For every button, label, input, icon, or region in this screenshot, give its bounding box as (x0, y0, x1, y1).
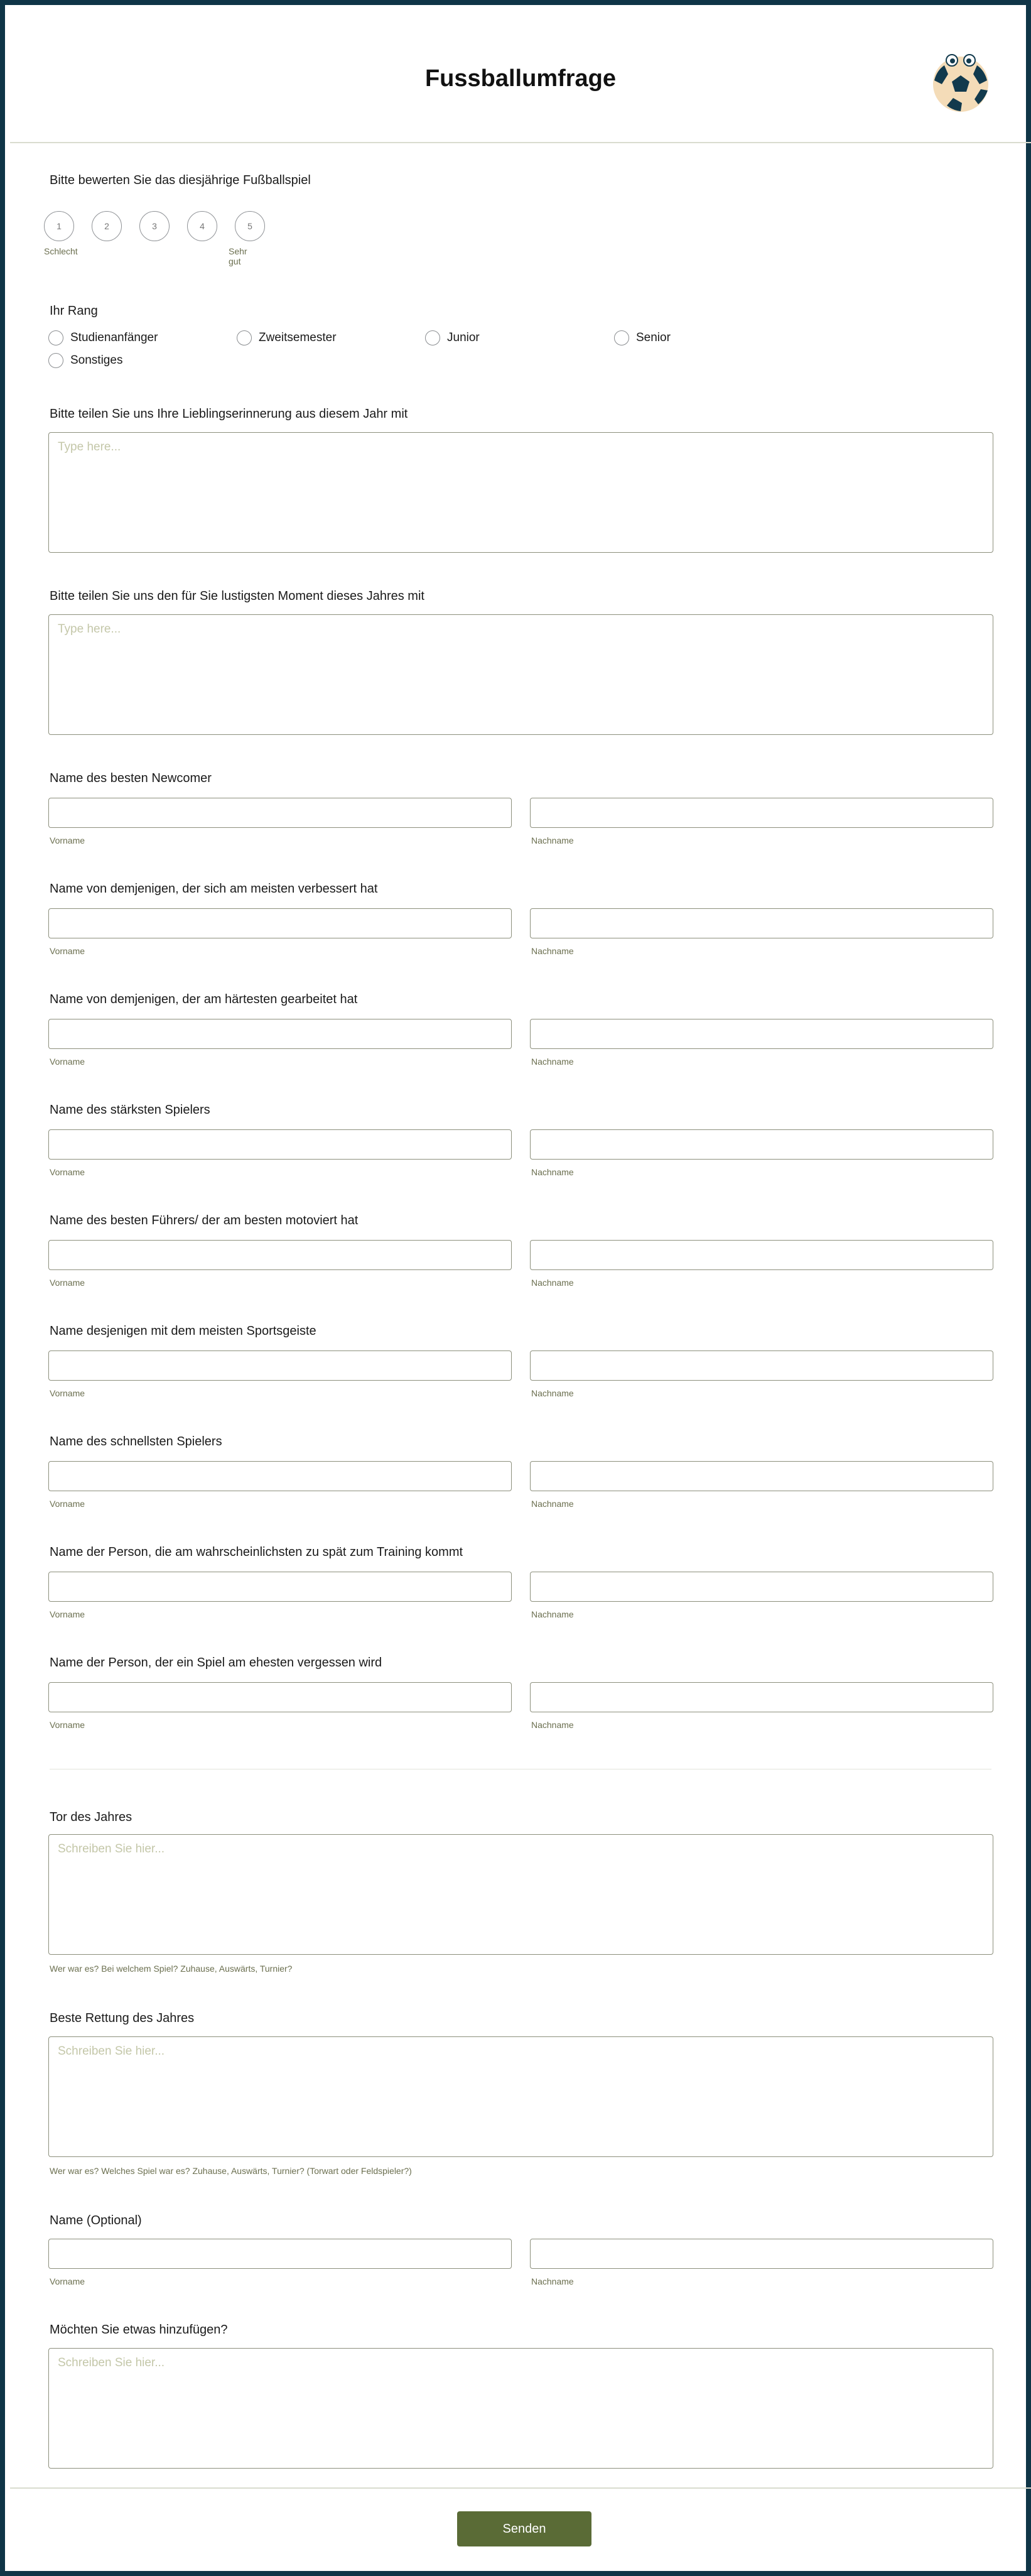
radio-circle[interactable] (48, 353, 63, 368)
rank-option-label: Studienanfänger (70, 331, 158, 344)
fastest-player-question-label: Name des schnellsten Spielers (50, 1435, 222, 1448)
fastest-player-last-name-input[interactable] (530, 1461, 993, 1491)
radio-circle[interactable] (48, 330, 63, 345)
last-name-caption: Nachname (531, 1388, 574, 1398)
memory-textarea[interactable] (48, 432, 993, 553)
rank-option-label: Junior (447, 331, 480, 344)
rank-option-zweitsemester[interactable] (237, 330, 337, 345)
last-name-caption: Nachname (531, 1609, 574, 1619)
most-improved-question-label: Name von demjenigen, der sich am meisten verbessert hat (50, 882, 378, 896)
hardest-worker-last-name-input[interactable] (530, 1019, 993, 1049)
best-leader-last-name-input[interactable] (530, 1240, 993, 1270)
rank-option-label: Zweitsemester (259, 331, 337, 344)
last-name-caption: Nachname (531, 946, 574, 956)
hardest-worker-first-name-input[interactable] (48, 1019, 512, 1049)
forgets-game-first-name-input[interactable] (48, 1682, 512, 1712)
goal-hint: Wer war es? Bei welchem Spiel? Zuhause, Auswärts, Turnier? (50, 1964, 293, 1974)
rating-option-3[interactable]: 3 (139, 211, 170, 241)
newcomer-question-label: Name des besten Newcomer (50, 771, 212, 785)
rating-question-label: Bitte bewerten Sie das diesjährige Fußballspiel (50, 173, 311, 187)
radio-circle[interactable] (425, 330, 440, 345)
optional-name-question-label: Name (Optional) (50, 2214, 142, 2227)
rating-option-5[interactable]: 5 (235, 211, 265, 241)
late-to-training-last-name-input[interactable] (530, 1572, 993, 1602)
extra-question-label: Möchten Sie etwas hinzufügen? (50, 2323, 228, 2337)
newcomer-last-name-input[interactable] (530, 798, 993, 828)
forgets-game-last-name-input[interactable] (530, 1682, 993, 1712)
rank-option-junior[interactable] (425, 330, 480, 345)
most-improved-first-name-input[interactable] (48, 908, 512, 938)
sportsmanship-first-name-input[interactable] (48, 1350, 512, 1381)
late-to-training-first-name-input[interactable] (48, 1572, 512, 1602)
optional-last-name-input[interactable] (530, 2239, 993, 2269)
footer-divider (10, 2487, 1031, 2489)
first-name-caption: Vorname (50, 1057, 85, 1067)
first-name-caption: Vorname (50, 1278, 85, 1288)
submit-button[interactable]: Senden (457, 2511, 591, 2546)
rating-low-caption: Schlecht (44, 246, 78, 256)
first-name-caption: Vorname (50, 1499, 85, 1509)
strongest-player-question-label: Name des stärksten Spielers (50, 1103, 210, 1117)
rating-high-caption: Sehr gut (229, 246, 247, 266)
save-textarea[interactable] (48, 2036, 993, 2157)
best-leader-question-label: Name des besten Führers/ der am besten motoviert hat (50, 1214, 359, 1227)
funny-textarea[interactable] (48, 614, 993, 735)
first-name-caption: Vorname (50, 1720, 85, 1730)
rank-option-sonstiges[interactable] (48, 353, 122, 368)
rating-option-1[interactable]: 1 (44, 211, 74, 241)
form-header (10, 10, 1031, 143)
rank-option-studienanfaenger[interactable] (48, 330, 158, 345)
last-name-caption: Nachname (531, 2276, 574, 2286)
rank-option-senior[interactable] (614, 330, 671, 345)
form-title: Fussballumfrage (424, 65, 617, 92)
last-name-caption: Nachname (531, 1278, 574, 1288)
strongest-player-first-name-input[interactable] (48, 1129, 512, 1160)
fastest-player-first-name-input[interactable] (48, 1461, 512, 1491)
soccer-ball-mascot-icon (923, 45, 998, 121)
optional-first-name-input[interactable] (48, 2239, 512, 2269)
first-name-caption: Vorname (50, 835, 85, 845)
rank-option-label: Sonstiges (70, 354, 123, 367)
sportsmanship-last-name-input[interactable] (530, 1350, 993, 1381)
radio-circle[interactable] (614, 330, 629, 345)
save-hint: Wer war es? Welches Spiel war es? Zuhause, Auswärts, Turnier? (Torwart oder Feldspieler?) (50, 2166, 412, 2176)
first-name-caption: Vorname (50, 1388, 85, 1398)
last-name-caption: Nachname (531, 1057, 574, 1067)
forgets-game-question-label: Name der Person, der ein Spiel am ehesten vergessen wird (50, 1656, 382, 1670)
most-improved-last-name-input[interactable] (530, 908, 993, 938)
first-name-caption: Vorname (50, 1167, 85, 1177)
late-to-training-question-label: Name der Person, die am wahrscheinlichsten zu spät zum Training kommt (50, 1545, 463, 1559)
last-name-caption: Nachname (531, 1720, 574, 1730)
first-name-caption: Vorname (50, 2276, 85, 2286)
last-name-caption: Nachname (531, 835, 574, 845)
radio-circle[interactable] (237, 330, 252, 345)
save-question-label: Beste Rettung des Jahres (50, 2011, 195, 2025)
rating-option-4[interactable]: 4 (187, 211, 217, 241)
last-name-caption: Nachname (531, 1499, 574, 1509)
sportsmanship-question-label: Name desjenigen mit dem meisten Sportsgeiste (50, 1324, 316, 1338)
first-name-caption: Vorname (50, 1609, 85, 1619)
best-leader-first-name-input[interactable] (48, 1240, 512, 1270)
hardest-worker-question-label: Name von demjenigen, der am härtesten gearbeitet hat (50, 992, 358, 1006)
first-name-caption: Vorname (50, 946, 85, 956)
memory-question-label: Bitte teilen Sie uns Ihre Lieblingserinnerung aus diesem Jahr mit (50, 407, 408, 421)
funny-question-label: Bitte teilen Sie uns den für Sie lustigsten Moment dieses Jahres mit (50, 589, 424, 603)
rank-option-label: Senior (636, 331, 671, 344)
rating-option-2[interactable]: 2 (92, 211, 122, 241)
strongest-player-last-name-input[interactable] (530, 1129, 993, 1160)
rank-question-label: Ihr Rang (50, 304, 98, 318)
goal-textarea[interactable] (48, 1834, 993, 1955)
extra-textarea[interactable] (48, 2348, 993, 2469)
goal-question-label: Tor des Jahres (50, 1810, 132, 1824)
newcomer-first-name-input[interactable] (48, 798, 512, 828)
last-name-caption: Nachname (531, 1167, 574, 1177)
